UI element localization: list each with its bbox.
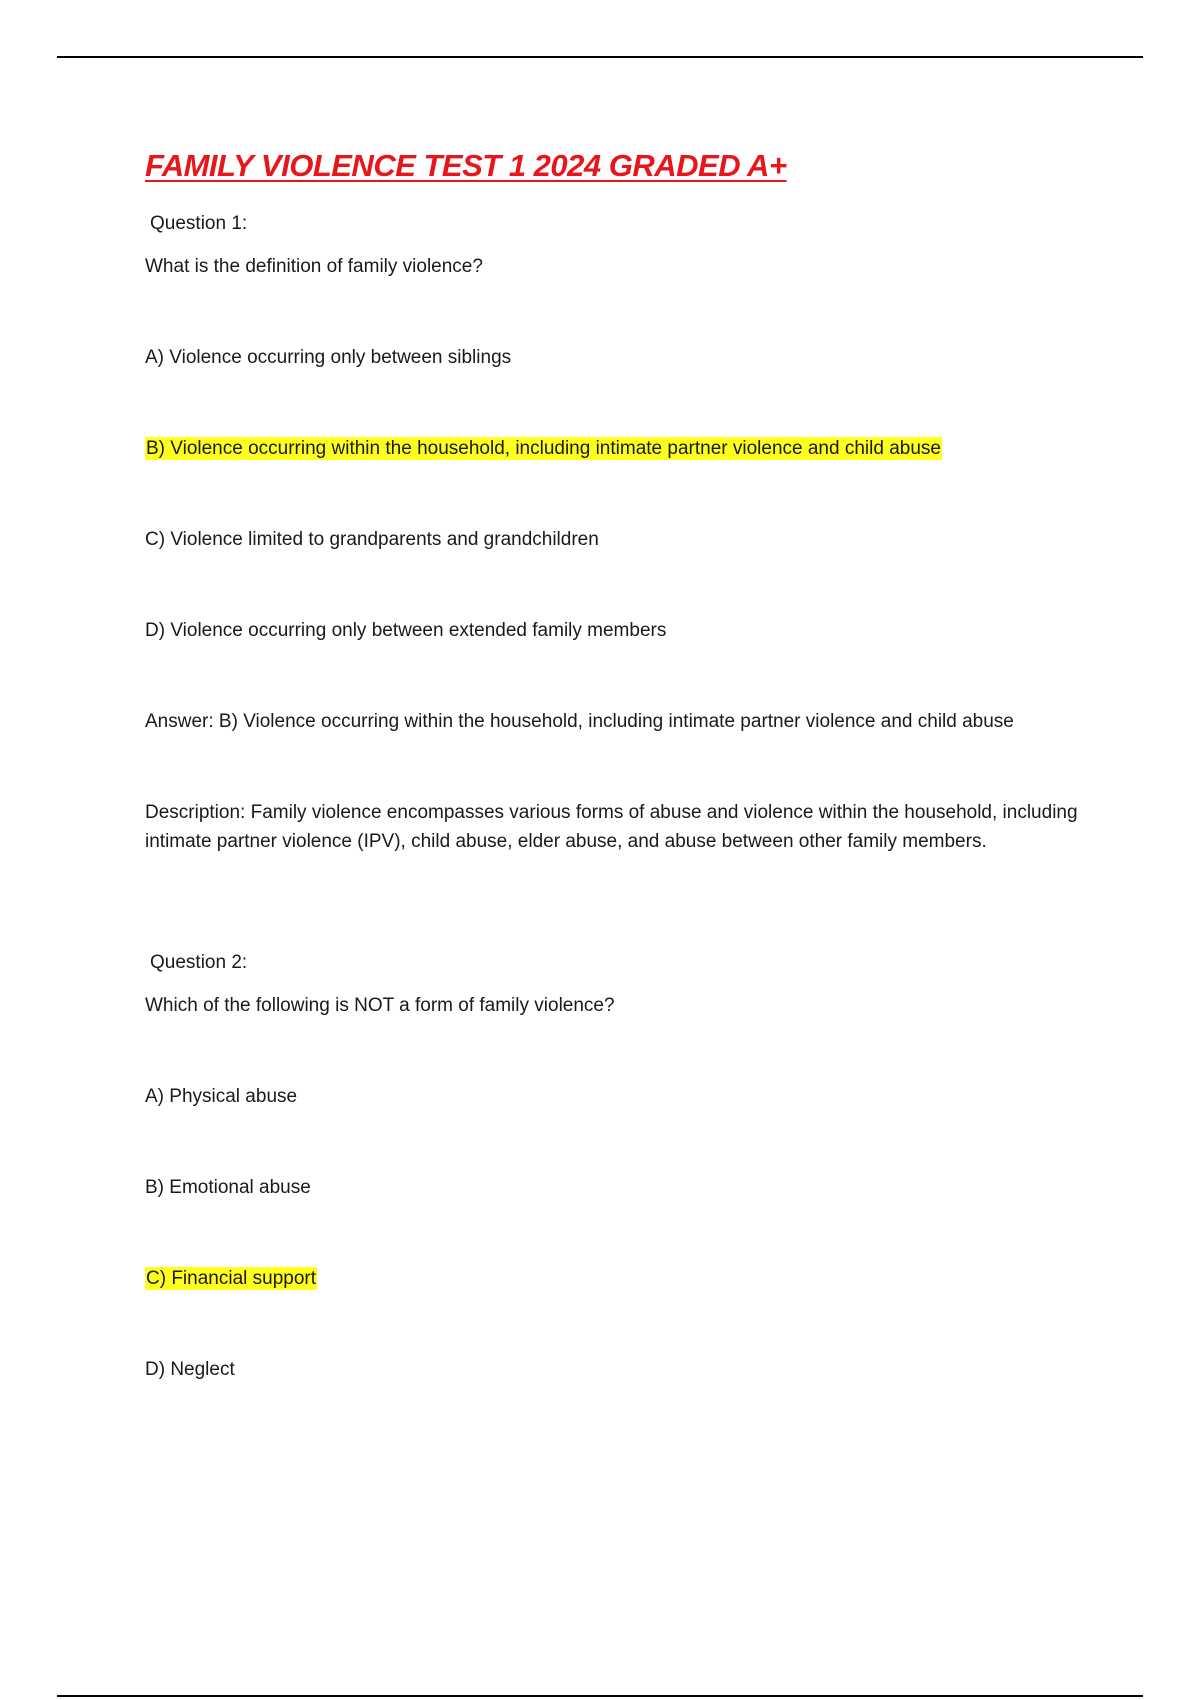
top-rule	[57, 56, 1143, 58]
question-2-option-b: B) Emotional abuse	[145, 1177, 311, 1198]
question-1-option-a: A) Violence occurring only between siblings	[145, 347, 512, 368]
question-2-label: Question 2:	[150, 952, 248, 973]
question-2-option-d: D) Neglect	[145, 1359, 235, 1380]
question-1-answer: Answer: B) Violence occurring within the household, including intimate partner violence and child abuse	[145, 711, 1014, 732]
question-2-prompt: Which of the following is NOT a form of family violence?	[145, 995, 615, 1016]
question-1-label: Question 1:	[150, 213, 248, 234]
question-1-option-d: D) Violence occurring only between extended family members	[145, 620, 667, 641]
question-1-prompt: What is the definition of family violence?	[145, 256, 483, 277]
document-title: FAMILY VIOLENCE TEST 1 2024 GRADED A+	[145, 148, 787, 183]
highlighted-correct-option: B) Violence occurring within the household, including intimate partner violence and child abuse	[146, 438, 941, 459]
bottom-rule	[57, 1695, 1143, 1697]
question-1-option-c: C) Violence limited to grandparents and grandchildren	[145, 529, 599, 550]
question-1-description: Description: Family violence encompasses various forms of abuse and violence within the household, including intimate partner violence (IPV), child abuse, elder abuse, and abuse between other family members.	[145, 802, 1078, 852]
question-1-option-b	[145, 437, 942, 461]
highlighted-correct-option: C) Financial support	[146, 1268, 317, 1289]
question-2-option-c	[145, 1267, 317, 1291]
question-2-option-a: A) Physical abuse	[145, 1086, 298, 1107]
